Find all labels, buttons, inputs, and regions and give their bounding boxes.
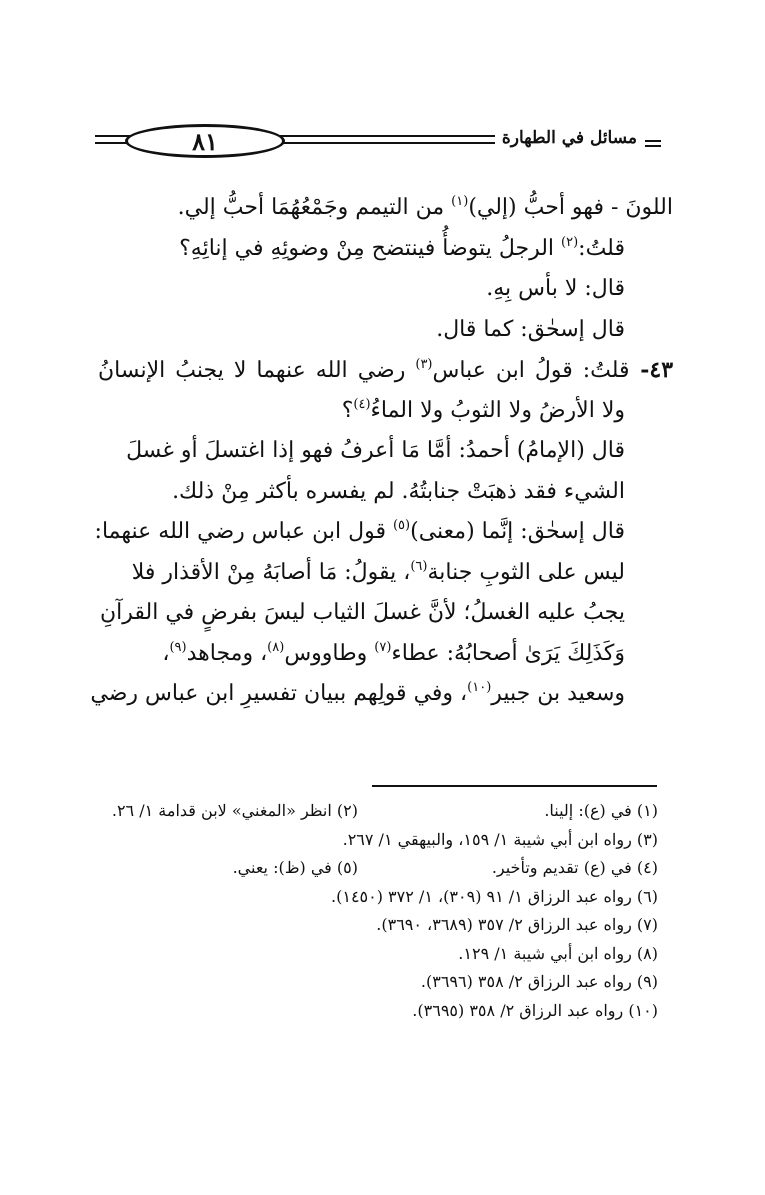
- footnote: (٤) في (ع) تقديم وتأخير.: [491, 858, 658, 877]
- text-line: يجبُ عليه الغسلُ؛ لأنَّ غسلَ الثياب ليسَ بفرضٍ في القرآنِ: [99, 600, 625, 625]
- footnote-ref: (٩): [169, 639, 187, 655]
- text-line: الشيء فقد ذهبَتْ جنابتُهُ. لم يفسره بأكثر مِنْ ذلك.: [172, 478, 625, 504]
- footnote-row: [98, 911, 658, 940]
- footnote: (٢) انظر «المغني» لابن قدامة ١/ ٢٦.: [111, 801, 358, 820]
- text-line: قال إسحٰق: إنَّما (معنى)$^{(٥)}$ قول ابن عباس رضي الله عنهما:: [94, 517, 625, 544]
- main-text: [90, 188, 674, 715]
- footnote-row: [98, 826, 658, 855]
- footnote-ref: (٦): [410, 558, 428, 574]
- running-title: مسائل في الطهارة: [501, 128, 637, 148]
- footnote-ref: (٧): [374, 639, 392, 655]
- paragraph-number: ٤٣-: [629, 357, 674, 383]
- footnote: (٦) رواه عبد الرزاق ١/ ٩١ (٣٠٩)، ١/ ٣٧٢ (١٤٥٠).: [331, 886, 658, 906]
- footnote: (١) في (ع): إلينا.: [544, 801, 658, 820]
- footnote-row: [98, 997, 658, 1026]
- text-line: وسعيد بن جبير$^{(١٠)}$، وفي قولِهم ببيان تفسيرِ ابن عباس رضي: [90, 679, 625, 706]
- text-line: قال: لا بأس بِهِ.: [486, 276, 625, 301]
- footnote-ref: (١٠): [467, 679, 492, 695]
- title-mark: [645, 140, 661, 150]
- footnote-row: [98, 883, 658, 912]
- footnote-ref: (٨): [267, 639, 285, 655]
- header-rule-right: [280, 135, 495, 137]
- footnote: (٥) في (ظ): يعني.: [232, 858, 358, 877]
- footnote: (٣) رواه ابن أبي شيبة ١/ ١٥٩، والبيهقي ١/ ٢٦٧.: [342, 829, 658, 849]
- footnote-ref: (٢): [561, 234, 579, 250]
- page-number-oval: [125, 124, 285, 158]
- text-line: وَكَذَلِكَ يَرَىٰ أصحابُهُ: عطاء$^{(٧)}$ وطاووس$^{(٨)}$، ومجاهد$^{(٩)}$،: [162, 639, 625, 666]
- footnotes: [98, 797, 658, 1025]
- footnote-ref: (٣): [415, 356, 433, 372]
- text-line: قال (الإمامُ) أحمدُ: أمَّا مَا أعرفُ فهو إذا اغتسلَ أو غسلَ: [126, 438, 625, 463]
- text-line: قال إسحٰق: كما قال.: [436, 316, 625, 342]
- text-line: ٤٣- قلتُ: قولُ ابن عباس$^{(٣)}$ رضي الله عنهما لا يجنبُ الإنسانُ: [98, 356, 674, 383]
- footnote-separator: [372, 785, 657, 787]
- footnote-row: [98, 854, 658, 883]
- footnote-row: [98, 940, 658, 969]
- footnote: (٩) رواه عبد الرزاق ٢/ ٣٥٨ (٣٦٩٦).: [420, 972, 658, 991]
- text-line: ليس على الثوبِ جنابة$^{(٦)}$، يقولُ: مَا أصابَهُ مِنْ الأقذار فلا: [131, 558, 625, 585]
- footnote: (١٠) رواه عبد الرزاق ٢/ ٣٥٨ (٣٦٩٥).: [412, 1000, 658, 1020]
- footnote-row: [98, 797, 658, 826]
- header-rule-right: [280, 142, 495, 144]
- footnote: (٨) رواه ابن أبي شيبة ١/ ١٢٩.: [458, 943, 658, 963]
- footnote-ref: (١): [451, 193, 469, 209]
- footnote-row: [98, 968, 658, 997]
- text-line: قلتُ:$^{(٢)}$ الرجلُ يتوضأُ فينتضح مِنْ وضوئِهِ في إنائِهِ؟: [179, 234, 625, 261]
- page-number: ٨١: [192, 126, 218, 156]
- text-line: ولا الأرضُ ولا الثوبُ ولا الماءُ$^{(٤)}$؟: [341, 396, 625, 423]
- footnote-ref: (٤): [353, 396, 371, 412]
- page-header: [95, 118, 665, 164]
- footnote: (٧) رواه عبد الرزاق ٢/ ٣٥٧ (٣٦٨٩، ٣٦٩٠).: [376, 915, 658, 934]
- text-line: اللونَ - فهو أحبُّ (إلي)$^{(١)}$ من التيمم وجَمْعُهُمَا أحبُّ إلي.: [177, 193, 673, 220]
- footnote-ref: (٥): [392, 517, 411, 533]
